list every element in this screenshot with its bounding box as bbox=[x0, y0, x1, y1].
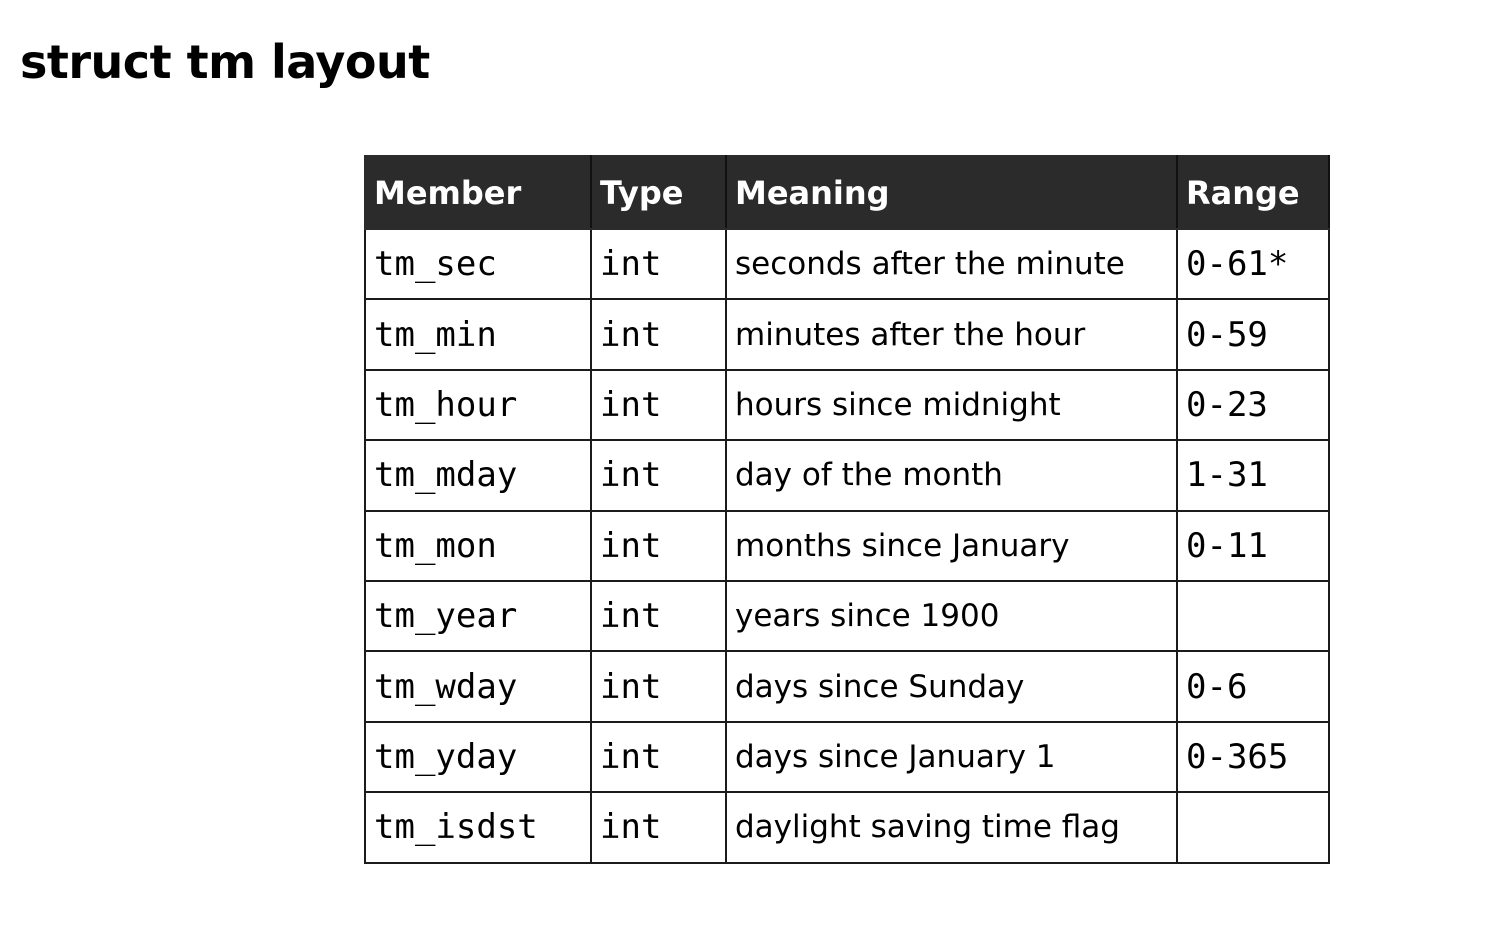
cell-type: int bbox=[591, 299, 726, 369]
cell-range: 0-61* bbox=[1177, 229, 1329, 299]
cell-member: tm_min bbox=[365, 299, 591, 369]
cell-type: int bbox=[591, 651, 726, 721]
cell-meaning: years since 1900 bbox=[726, 581, 1177, 651]
header-member: Member bbox=[365, 156, 591, 229]
cell-member: tm_wday bbox=[365, 651, 591, 721]
cell-range: 0-59 bbox=[1177, 299, 1329, 369]
cell-range bbox=[1177, 581, 1329, 651]
header-meaning: Meaning bbox=[726, 156, 1177, 229]
cell-range: 1-31 bbox=[1177, 440, 1329, 510]
header-range: Range bbox=[1177, 156, 1329, 229]
cell-member: tm_sec bbox=[365, 229, 591, 299]
cell-type: int bbox=[591, 229, 726, 299]
page-title: struct tm layout bbox=[20, 35, 430, 89]
table-row bbox=[365, 511, 1329, 581]
cell-member: tm_isdst bbox=[365, 792, 591, 862]
cell-meaning: hours since midnight bbox=[726, 370, 1177, 440]
table-row bbox=[365, 440, 1329, 510]
table-row bbox=[365, 229, 1329, 299]
cell-meaning: months since January bbox=[726, 511, 1177, 581]
cell-meaning: days since January 1 bbox=[726, 722, 1177, 792]
cell-member: tm_yday bbox=[365, 722, 591, 792]
struct-tm-table bbox=[364, 155, 1330, 864]
cell-range bbox=[1177, 792, 1329, 862]
cell-type: int bbox=[591, 581, 726, 651]
cell-type: int bbox=[591, 792, 726, 862]
cell-type: int bbox=[591, 370, 726, 440]
table-row bbox=[365, 722, 1329, 792]
cell-member: tm_mon bbox=[365, 511, 591, 581]
table-row bbox=[365, 581, 1329, 651]
header-type: Type bbox=[591, 156, 726, 229]
cell-range: 0-23 bbox=[1177, 370, 1329, 440]
cell-meaning: minutes after the hour bbox=[726, 299, 1177, 369]
table-row bbox=[365, 651, 1329, 721]
cell-type: int bbox=[591, 440, 726, 510]
cell-member: tm_year bbox=[365, 581, 591, 651]
cell-meaning: days since Sunday bbox=[726, 651, 1177, 721]
table-row bbox=[365, 792, 1329, 862]
cell-meaning: day of the month bbox=[726, 440, 1177, 510]
cell-range: 0-11 bbox=[1177, 511, 1329, 581]
cell-meaning: daylight saving time flag bbox=[726, 792, 1177, 862]
cell-type: int bbox=[591, 722, 726, 792]
table-row bbox=[365, 299, 1329, 369]
cell-member: tm_hour bbox=[365, 370, 591, 440]
cell-range: 0-365 bbox=[1177, 722, 1329, 792]
table-row bbox=[365, 370, 1329, 440]
table-header-row bbox=[365, 156, 1329, 229]
cell-type: int bbox=[591, 511, 726, 581]
cell-meaning: seconds after the minute bbox=[726, 229, 1177, 299]
cell-member: tm_mday bbox=[365, 440, 591, 510]
cell-range: 0-6 bbox=[1177, 651, 1329, 721]
